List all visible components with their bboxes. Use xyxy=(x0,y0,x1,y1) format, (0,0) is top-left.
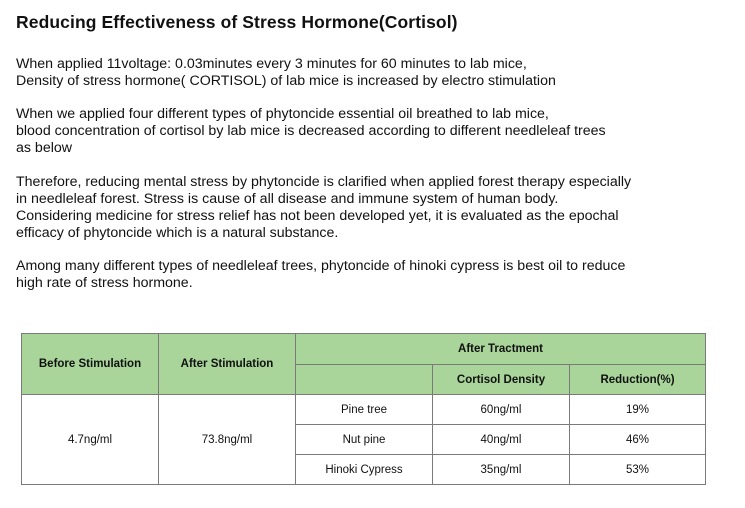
header-tree-blank xyxy=(296,365,433,395)
paragraph-line: When applied 11voltage: 0.03minutes every 3 minutes for 60 minutes to lab mice, xyxy=(16,56,527,72)
after-value-cell: 73.8ng/ml xyxy=(159,395,296,485)
density-cell: 40ng/ml xyxy=(433,425,570,455)
cortisol-table xyxy=(21,333,706,485)
tree-cell: Pine tree xyxy=(296,395,433,425)
paragraph-line: efficacy of phytoncide which is a natural substance. xyxy=(16,225,339,241)
tree-cell: Hinoki Cypress xyxy=(296,455,433,485)
header-cortisol-density: Cortisol Density xyxy=(433,365,570,395)
paragraph-line: in needleleaf forest. Stress is cause of all disease and immune system of human body. xyxy=(16,191,559,207)
paragraph-line: high rate of stress hormone. xyxy=(16,275,193,291)
header-reduction: Reduction(%) xyxy=(570,365,706,395)
paragraph-line: Considering medicine for stress relief has not been developed yet, it is evaluated as the epochal xyxy=(16,208,619,224)
density-cell: 35ng/ml xyxy=(433,455,570,485)
density-cell: 60ng/ml xyxy=(433,395,570,425)
reduction-cell: 53% xyxy=(570,455,706,485)
paragraph-line: Therefore, reducing mental stress by phytoncide is clarified when applied forest therapy especially xyxy=(16,174,632,190)
before-value-cell: 4.7ng/ml xyxy=(22,395,159,485)
paragraph-line: When we applied four different types of phytoncide essential oil breathed to lab mice, xyxy=(16,106,549,122)
document-title: Reducing Effectiveness of Stress Hormone(Cortisol) xyxy=(16,12,458,32)
paragraph-hinoki xyxy=(16,258,741,292)
table-row xyxy=(22,395,706,425)
paragraph-phytoncide xyxy=(16,106,741,157)
header-after-treatment: After Tractment xyxy=(296,334,706,365)
tree-cell: Nut pine xyxy=(296,425,433,455)
paragraph-stimulation xyxy=(16,56,741,90)
paragraph-conclusion xyxy=(16,174,741,242)
reduction-cell: 46% xyxy=(570,425,706,455)
paragraph-line: Among many different types of needleleaf trees, phytoncide of hinoki cypress is best oil to reduce xyxy=(16,258,626,274)
paragraph-line: as below xyxy=(16,140,72,156)
paragraph-line: blood concentration of cortisol by lab mice is decreased according to different needleleaf trees xyxy=(16,123,606,139)
reduction-cell: 19% xyxy=(570,395,706,425)
paragraph-line: Density of stress hormone( CORTISOL) of lab mice is increased by electro stimulation xyxy=(16,73,556,89)
header-before-stimulation: Before Stimulation xyxy=(22,334,159,395)
header-after-stimulation: After Stimulation xyxy=(159,334,296,395)
